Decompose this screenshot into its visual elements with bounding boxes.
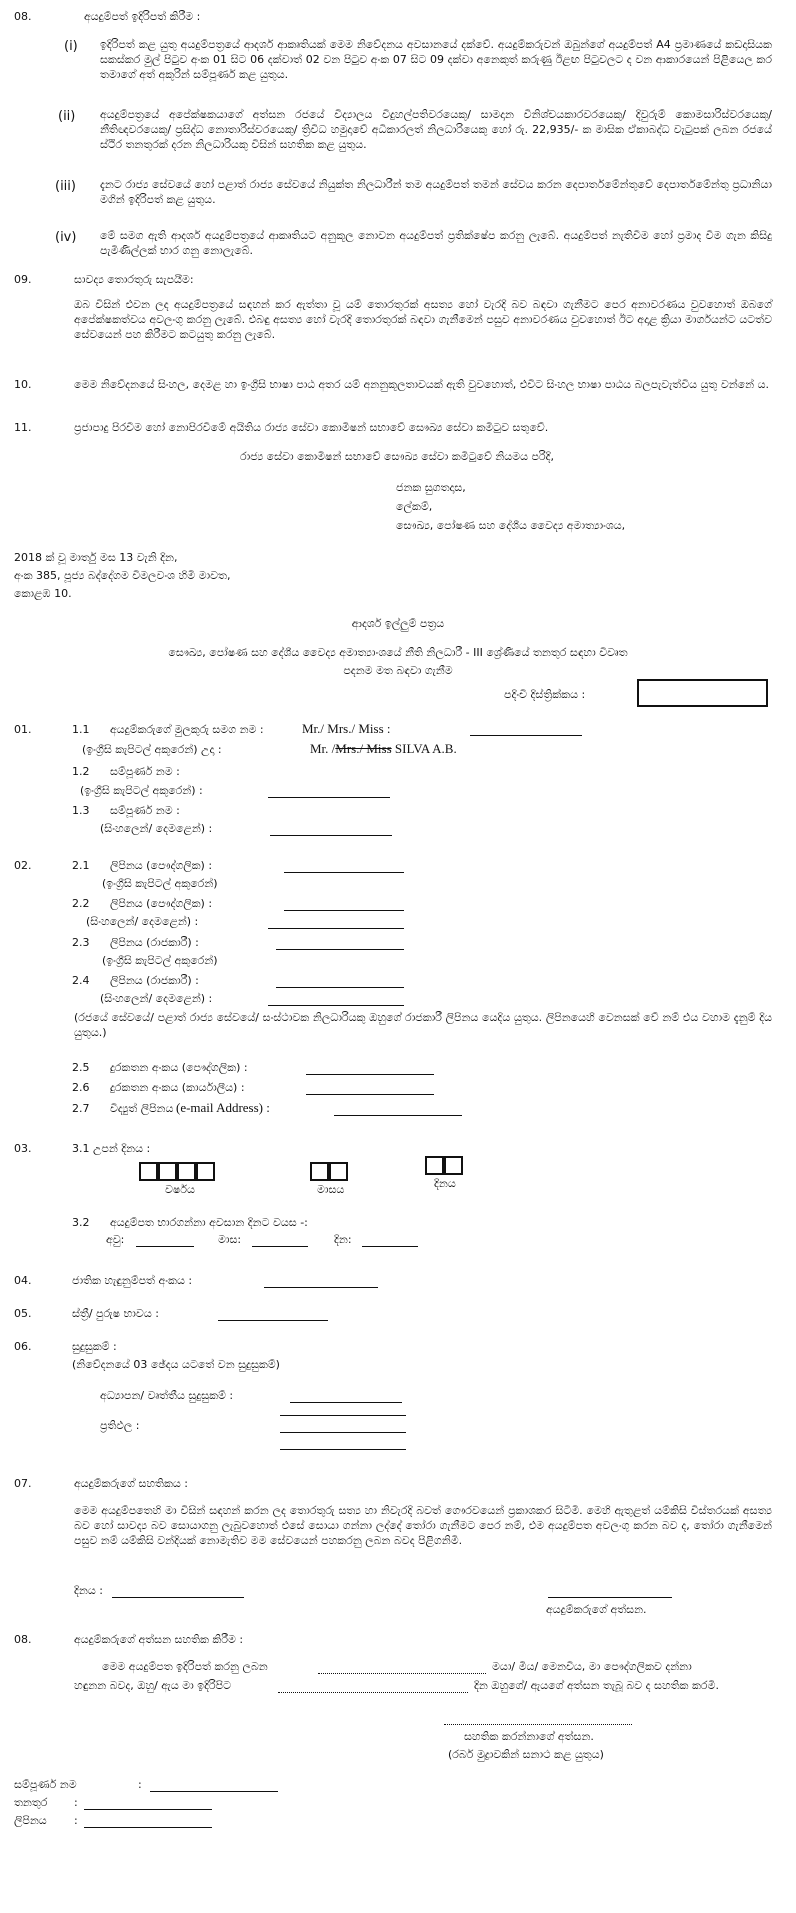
reg-box[interactable] — [637, 679, 768, 707]
q08-name-blank[interactable] — [318, 1663, 486, 1674]
q02-r22-blank[interactable] — [284, 900, 404, 911]
signatory-name: ජනක සුගතදාස, — [396, 481, 466, 494]
day-box-1[interactable] — [425, 1156, 444, 1175]
q05-num: 05. — [14, 1307, 32, 1320]
s08-num: 08. — [14, 10, 32, 23]
q04-num: 04. — [14, 1274, 32, 1287]
s08-item3-text: දැනට රාජ්‍ය සේවයේ හෝ පළාත් රාජ්‍ය සේවයේ නියුක්ත නිලධාරීන් තම අයදුම්පත් තමන් සේවය කරන දෙපාර්තමේන්තුවේ දෙපාර්තමේන්තු ප්‍රධානියා මගින් ඉදිරිපත් කළ යුතුය. — [100, 178, 772, 206]
q02-num: 02. — [14, 859, 32, 872]
month-box-1[interactable] — [310, 1162, 329, 1181]
q08-cert-sig-blank[interactable] — [444, 1714, 632, 1725]
q02-r24-blank[interactable] — [276, 977, 404, 988]
q08-address-label: ලිපිනය — [14, 1814, 47, 1827]
q07-title: අයදුම්කරුගේ සහතිකය : — [74, 1477, 188, 1490]
q02-r21-label: ලිපිනය (පෞද්ගලික) : — [110, 859, 213, 872]
q02-note: (රජයේ සේවයේ/ පළාත් රාජ්‍ය සේවයේ/ සංස්ථාවක නිලධාරියකු ඔහුගේ රාජකාරී ලිපිනය යෙදිය යුතුය. ලිපිනයෙහි වෙනසක් වේ නම් එය වහාම දැනුම් දිය යුතුය.) — [74, 1011, 772, 1039]
q06-num: 06. — [14, 1340, 32, 1353]
q03-age-days: දින: — [334, 1233, 352, 1246]
q02-r27-en: (e-mail Address) : — [176, 1100, 270, 1115]
s09-text: ඔබ විසින් එවන ලද අයදුම්පත්‍රයේ සඳහන් කර ඇත්තා වූ යම් තොරතුරක් අසත්‍ය හෝ වැරදි බව බඳවා ගැනීමට පෙර අනාවරණය වුවහොත් ඔබගේ අපේක්ෂකත්වය අවලංගු කරනු ලැබේ. එබඳු අසත්‍ය හෝ වැරදි තොරතුරක් බඳවා ගැනීමෙන් පසුව අනාවරණය වුවහොත් ඊට අදාළ ක්‍රියා මාර්ගයන්ට යටත්ව සේවයෙන් පහ කිරීමට කටයුතු කරනු ලැබේ. — [74, 298, 772, 341]
s09-num: 09. — [14, 273, 32, 286]
q02-r22-sub: (සිංහලෙන්/ දෙමළෙන්) : — [86, 915, 199, 928]
s10-text: මෙම නිවේදනයේ සිංහල, දෙමළ හා ඉංග්‍රීසි භාෂා පාඨ අතර යම් අනනුකූලතාවයක් ඇති වුවහොත්, එවිට සිංහල භාෂා පාඨය බලපැවැත්විය යුතු වන්නේ ය. — [74, 378, 770, 391]
year-box-1[interactable] — [139, 1162, 158, 1181]
q02-r23-blank[interactable] — [276, 939, 404, 950]
q02-r22-label: ලිපිනය (පෞද්ගලික) : — [110, 897, 213, 910]
q01-r11-value: Mr./ Mrs./ Miss : — [302, 721, 391, 736]
s08-item1-num: (i) — [64, 39, 78, 54]
q02-r22-blank2[interactable] — [268, 918, 404, 929]
q06-results: ප්‍රතිඵල : — [100, 1419, 140, 1432]
q08-address-colon: : — [74, 1814, 78, 1827]
reg-label: පදිංචි දිස්ත්‍රික්කය : — [504, 688, 586, 701]
q08-address-blank[interactable] — [84, 1817, 212, 1828]
q02-r26-num: 2.6 — [72, 1081, 90, 1094]
q04-blank[interactable] — [264, 1277, 378, 1288]
q03-age-months-blank[interactable] — [252, 1236, 308, 1247]
form-subtitle-1: සෞඛ්‍ය, පෝෂණ සහ දේශීය වෛද්‍ය අමාත්‍යාංශයේ නීති නිලධාරී - III ශ්‍රේණියේ තනතුර සඳහා විවෘත — [168, 646, 628, 659]
q08-position-blank[interactable] — [84, 1799, 212, 1810]
q01-eg-label: (ඉංග්‍රීසි කැපිටල් අකුරෙන්) උදා : — [82, 743, 222, 756]
q02-r24-label: ලිපිනය (රාජකාරී) : — [110, 974, 199, 987]
q03-age-months: මාස: — [218, 1233, 242, 1246]
q01-r11-blank[interactable] — [470, 725, 582, 736]
form-title: ආදර්ශ ඉල්ලුම් පත්‍රය — [351, 617, 445, 630]
s08-item4-text: මේ සමග ඇති ආදර්ශ අයදුම්පත්‍රයේ ආකෘතියට අනුකූල නොවන අයදුම්පත් ප්‍රතික්ෂේප කරනු ලැබේ. අයදුම්පත් නැතිවීම හෝ ප්‍රමාද වීම ගැන කිසිදු පැමිණිල්ලක් භාර ගනු නොලැබේ. — [100, 229, 772, 257]
signatory-title: ලේකම්, — [396, 500, 433, 513]
q08-cert-sig: සහතික කරන්නාගේ අත්සන. — [464, 1730, 594, 1743]
q01-eg-prefix: Mr. / — [310, 741, 336, 756]
q02-r24-sub: (සිංහලෙන්/ දෙමළෙන්) : — [100, 992, 213, 1005]
s09-title: සාවද්‍ය තොරතුරු සැපයීම: — [74, 273, 194, 286]
q08-text2b: දින ඔහුගේ/ ඇයගේ අත්සන තැබූ බව ද සහතික කරමි. — [474, 1679, 719, 1692]
q02-r21-blank[interactable] — [284, 862, 404, 873]
signatory-ministry: සෞඛ්‍ය, පෝෂණ සහ දේශීය වෛද්‍ය අමාත්‍යාංශය, — [396, 519, 626, 532]
q06-edu: අධ්‍යාපන/ වෘත්තීය සුදුසුකම් : — [100, 1389, 234, 1402]
q01-num: 01. — [14, 723, 32, 736]
s08-item2-num: (ii) — [58, 109, 76, 124]
q02-r25-num: 2.5 — [72, 1061, 90, 1074]
q03-age-days-blank[interactable] — [362, 1236, 418, 1247]
s08-item1-text: ඉදිරිපත් කළ යුතු අයදුම්පත්‍රයේ ආදර්ශ ආකෘතියක් මෙම නිවේදනය අවසානයේ දක්වේ. අයදුම්කරුවන් ඔබුන්ගේ අයදුම්පත් A4 ප්‍රමාණයේ කඩදාසියක සකස්කර මුල් පිටුව අංක 01 සිට 06 දක්වාත් 02 වන පිටුව අංක 07 සිට 09 දක්වා අනෙකුත් කරුණු ඊළඟ පිටුවලට ද වන ආකාරයෙන් පිළියෙල කර තමාගේ අත් අකුරින් සම්පූර්ණ කළ යුතුය. — [100, 38, 772, 81]
q02-r25-blank[interactable] — [306, 1064, 434, 1075]
q02-r21-sub: (ඉංග්‍රීසි කැපිටල් අකුරෙන්) — [102, 877, 218, 890]
q02-r21-num: 2.1 — [72, 859, 90, 872]
address-line2: කොළඹ 10. — [14, 587, 72, 600]
q02-r25-label: දුරකතන අංකය (පෞද්ගලික) : — [110, 1061, 248, 1074]
q01-eg-value — [310, 740, 457, 758]
year-box-2[interactable] — [158, 1162, 177, 1181]
month-label: මාසය — [317, 1183, 345, 1196]
q08-title: අයදුම්කරුගේ අත්සන සහතික කිරීම : — [74, 1633, 244, 1646]
day-box-2[interactable] — [444, 1156, 463, 1175]
q08-full-name-colon: : — [138, 1778, 142, 1791]
q02-r26-blank[interactable] — [306, 1084, 434, 1095]
s10-num: 10. — [14, 378, 32, 391]
q07-text: මෙම අයදුම්පතෙහි මා විසින් සඳහන් කරන ලද තොරතුරු සත්‍ය හා නිවැරදි බවත් ගෞරවයෙන් ප්‍රකාශකර සිටිමි. මෙහි ඇතුළත් යම්කිසි විස්තරයක් අසත්‍ය බව හෝ සාවද්‍ය බව සොයාගනු ලැබුවහොත් එසේ සොයා ගන්නා ලද්දේ තෝරා ගැනීමට පෙර නම්, එම අයදුම්පත අවලංගු කරන බව ද, තෝරා ගැනීමෙන් පසුව නම් යම්කිසි වන්දියක් නොමැතිව මම සේවයෙන් පහකරනු ලබන බවද පිළිගනිමි. — [74, 1504, 772, 1547]
q01-r12-sub: (ඉංග්‍රීසි කැපිටල් අකුරෙන්) : — [80, 784, 203, 797]
order-line: රාජ්‍ය සේවා කොමිෂන් සභාවේ සෞඛ්‍ය සේවා කමිටුවේ නියමය පරිදි, — [240, 450, 555, 463]
q08-date-blank[interactable] — [278, 1682, 468, 1693]
year-box-3[interactable] — [177, 1162, 196, 1181]
q08-stamp-note: (රබර් මුද්‍රාවකින් සනාථ කළ යුතුය) — [448, 1748, 604, 1761]
s08-title: අයදුම්පත් ඉදිරිපත් කිරීම : — [84, 10, 201, 23]
q07-date-label: දිනය : — [74, 1584, 103, 1597]
q08-text1b: මයා/ මිය/ මෙනවිය, මා පෞද්ගලිකව දන්නා — [492, 1660, 692, 1673]
q08-position-colon: : — [74, 1796, 78, 1809]
s08-item4-num: (iv) — [55, 230, 77, 245]
q01-r13-num: 1.3 — [72, 804, 90, 817]
q02-r23-sub: (ඉංග්‍රීසි කැපිටල් අකුරෙන්) — [102, 954, 218, 967]
q01-r13-label: සම්පූර්ණ නම : — [110, 804, 180, 817]
q07-num: 07. — [14, 1477, 32, 1490]
q07-sig-blank[interactable] — [548, 1587, 672, 1598]
q02-r22-num: 2.2 — [72, 897, 90, 910]
q03-r32-num: 3.2 — [72, 1216, 90, 1229]
q06-results-blank-2[interactable] — [280, 1422, 406, 1433]
q03-age-years: අවු: — [106, 1233, 125, 1246]
q02-r27-num: 2.7 — [72, 1102, 90, 1115]
year-label: වර්ෂය — [165, 1183, 195, 1196]
q06-results-blank-1[interactable] — [280, 1405, 406, 1416]
s11-num: 11. — [14, 421, 32, 434]
q06-results-blank-3[interactable] — [280, 1439, 406, 1450]
q03-r32-label: අයදුම්පත භාරගන්නා අවසාන දිනට වයස -: — [110, 1216, 308, 1229]
q01-r12-label: සම්පූර්ණ නම : — [110, 765, 180, 778]
address-date: 2018 ක් වූ මාර්තු මස 13 වැනි දින, — [14, 551, 178, 564]
q02-r24-blank2[interactable] — [268, 995, 404, 1006]
q06-sub: (නිවේදනයේ 03 ඡේදය යටතේ වන සුදුසුකම්) — [72, 1358, 280, 1371]
q06-edu-blank[interactable] — [290, 1392, 402, 1403]
q01-r13-sub: (සිංහලෙන්/ දෙමළෙන්) : — [100, 822, 213, 835]
s08-item2-text: අයදුම්පත්‍රයේ අපේක්ෂකයාගේ අත්සන රජයේ විද්‍යාලය විදුහල්පතිවරයෙකු/ සාමදාන විනිශ්චයකාරවරයෙකු/ දිවුරුම් කොමසාරිස්වරයෙකු/ නීතිඥවරයෙකු/ ප්‍රසිද්ධ නොතාරිස්වරයෙකු/ ත්‍රිවිධ හමුදාවේ අධිකාරලත් නිලධාරියෙකු හෝ රු. 22,935/- ක මාසික ඒකාබද්ධ වැටුපක් ලබන රජයේ ස්ථිර තනතුරක් දරන නිලධාරියකු විසින් සහතික කළ යුතුය. — [100, 108, 772, 151]
s08-item3-num: (iii) — [55, 179, 76, 194]
q01-eg-strike: Mrs./ Miss — [335, 741, 392, 756]
q03-age-years-blank[interactable] — [136, 1236, 194, 1247]
q05-label: ස්ත්‍රී/ පුරුෂ භාවය : — [72, 1307, 159, 1320]
year-box-4[interactable] — [196, 1162, 215, 1181]
q02-r24-num: 2.4 — [72, 974, 90, 987]
q08-text2: හඳුනන බවද, ඔහු/ ඇය මා ඉදිරිපිට — [74, 1679, 232, 1692]
q03-r31: 3.1 උපන් දිනය : — [72, 1142, 151, 1155]
q02-r23-num: 2.3 — [72, 936, 90, 949]
s11-text: ප්‍රජාපාදු පිරවීම හෝ නොපිරවීමේ අයිතිය රාජ්‍ය සේවා කොමිෂන් සභාවේ සෞඛ්‍ය සේවා කමිටුව සතුවේ. — [74, 421, 549, 434]
q03-num: 03. — [14, 1142, 32, 1155]
q08-position-label: තනතුර — [14, 1796, 48, 1809]
q02-r26-label: දුරකතන අංකය (කාර්යාලීය) : — [110, 1081, 245, 1094]
q02-r23-label: ලිපිනය (රාජකාරී) : — [110, 936, 199, 949]
address-line1: අංක 385, පූජ්‍ය බද්දේගම විමලවංශ හිමි මාවත, — [14, 569, 231, 582]
q02-r27-blank[interactable] — [334, 1105, 462, 1116]
q01-r12-blank[interactable] — [268, 787, 390, 798]
q04-label: ජාතික හැඳුනුම්පත් අංකය : — [72, 1274, 193, 1287]
q05-blank[interactable] — [218, 1310, 328, 1321]
month-box-2[interactable] — [329, 1162, 348, 1181]
q02-r27-label: විද්‍යුත් ලිපිනය — [110, 1102, 174, 1115]
q08-text1: මෙම අයදුම්පත ඉදිරිපත් කරනු ලබන — [102, 1660, 268, 1673]
q01-r11-num: 1.1 — [72, 723, 90, 736]
form-subtitle-2: පදනම මත බඳවා ගැනීම — [343, 664, 453, 677]
q01-r12-num: 1.2 — [72, 765, 90, 778]
q01-r11-label: අයදුම්කරුගේ මුලකුරු සමග නම : — [110, 723, 264, 736]
q01-r13-blank[interactable] — [270, 825, 392, 836]
q01-eg-name: SILVA A.B. — [394, 741, 457, 756]
q08-full-name-label: සම්පූර්ණ නම — [14, 1778, 77, 1791]
q06-label: සුදුසුකම් : — [72, 1340, 117, 1353]
q08-full-name-blank[interactable] — [150, 1781, 278, 1792]
day-label: දිනය — [434, 1177, 456, 1190]
q07-sig-label: අයදුම්කරුගේ අත්සන. — [546, 1603, 647, 1616]
q07-date-blank[interactable] — [112, 1587, 244, 1598]
q08-num: 08. — [14, 1633, 32, 1646]
